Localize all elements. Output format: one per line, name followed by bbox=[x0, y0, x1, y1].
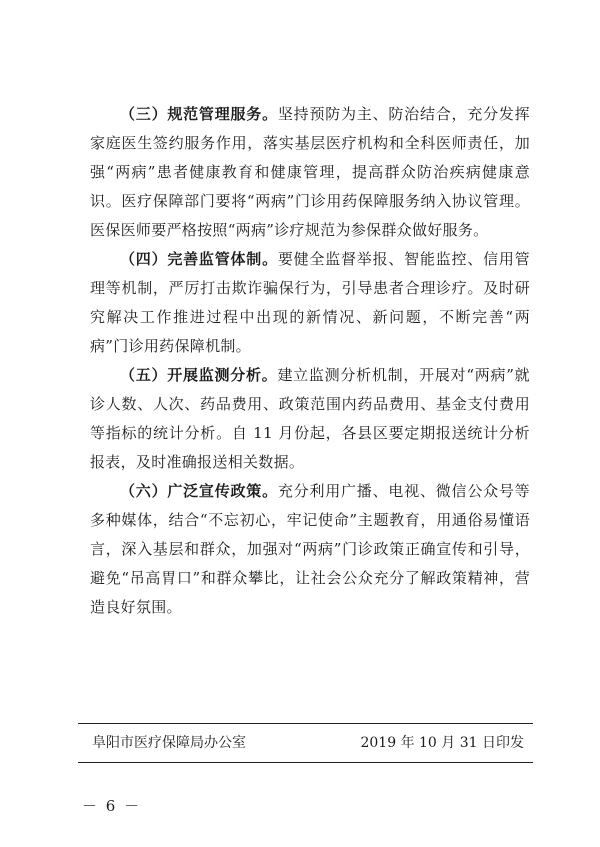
paragraph-5 bbox=[90, 361, 530, 477]
paragraph-5-heading: （五）开展监测分析。 bbox=[120, 366, 278, 384]
paragraph-3 bbox=[90, 100, 530, 245]
paragraph-5-text: 建立监测分析机制，开展对“两病”就诊人数、人次、药品费用、政策范围内药品费用、基金支付费用等指标的统计分析。自 11 月份起，各县区要定期报送统计分析报表，及时准确报送相关数据。 bbox=[90, 366, 530, 471]
paragraph-6 bbox=[90, 477, 530, 622]
paragraph-3-text: 坚持预防为主、防治结合，充分发挥家庭医生签约服务作用，落实基层医疗机构和全科医师责任，加强“两病”患者健康教育和健康管理，提高群众防治疾病健康意识。医疗保障部门要将“两病”门诊用药保障服务纳入协议管理。医保医师要严格按照“两病”诊疗规范为参保群众做好服务。 bbox=[90, 105, 530, 239]
issuer-name: 阜阳市医疗保障局办公室 bbox=[92, 735, 246, 751]
paragraph-6-text: 充分利用广播、电视、微信公众号等多种媒体，结合“不忘初心，牢记使命”主题教育，用通俗易懂语言，深入基层和群众，加强对“两病”门诊政策正确宣传和引导，避免“吊高胃口”和群众攀比，让社会公众充分了解政策精神，营造良好氛围。 bbox=[90, 482, 530, 616]
footer-rule-bottom bbox=[78, 762, 533, 763]
issue-date: 2019 年 10 月 31 日印发 bbox=[360, 735, 524, 751]
paragraph-3-heading: （三）规范管理服务。 bbox=[120, 105, 278, 123]
paragraph-6-heading: （六）广泛宣传政策。 bbox=[120, 482, 278, 500]
footer-rule-top bbox=[78, 723, 533, 724]
paragraph-4-text: 要健全监督举报、智能监控、信用管理等机制，严厉打击欺诈骗保行为，引导患者合理诊疗。及时研究解决工作推进过程中出现的新情况、新问题，不断完善“两病”门诊用药保障机制。 bbox=[90, 250, 530, 355]
page-number: － 6 － bbox=[82, 797, 142, 815]
issuance-footer bbox=[92, 731, 524, 755]
paragraph-4 bbox=[90, 245, 530, 361]
paragraph-4-heading: （四）完善监管体制。 bbox=[120, 250, 278, 268]
body-text bbox=[90, 100, 530, 622]
